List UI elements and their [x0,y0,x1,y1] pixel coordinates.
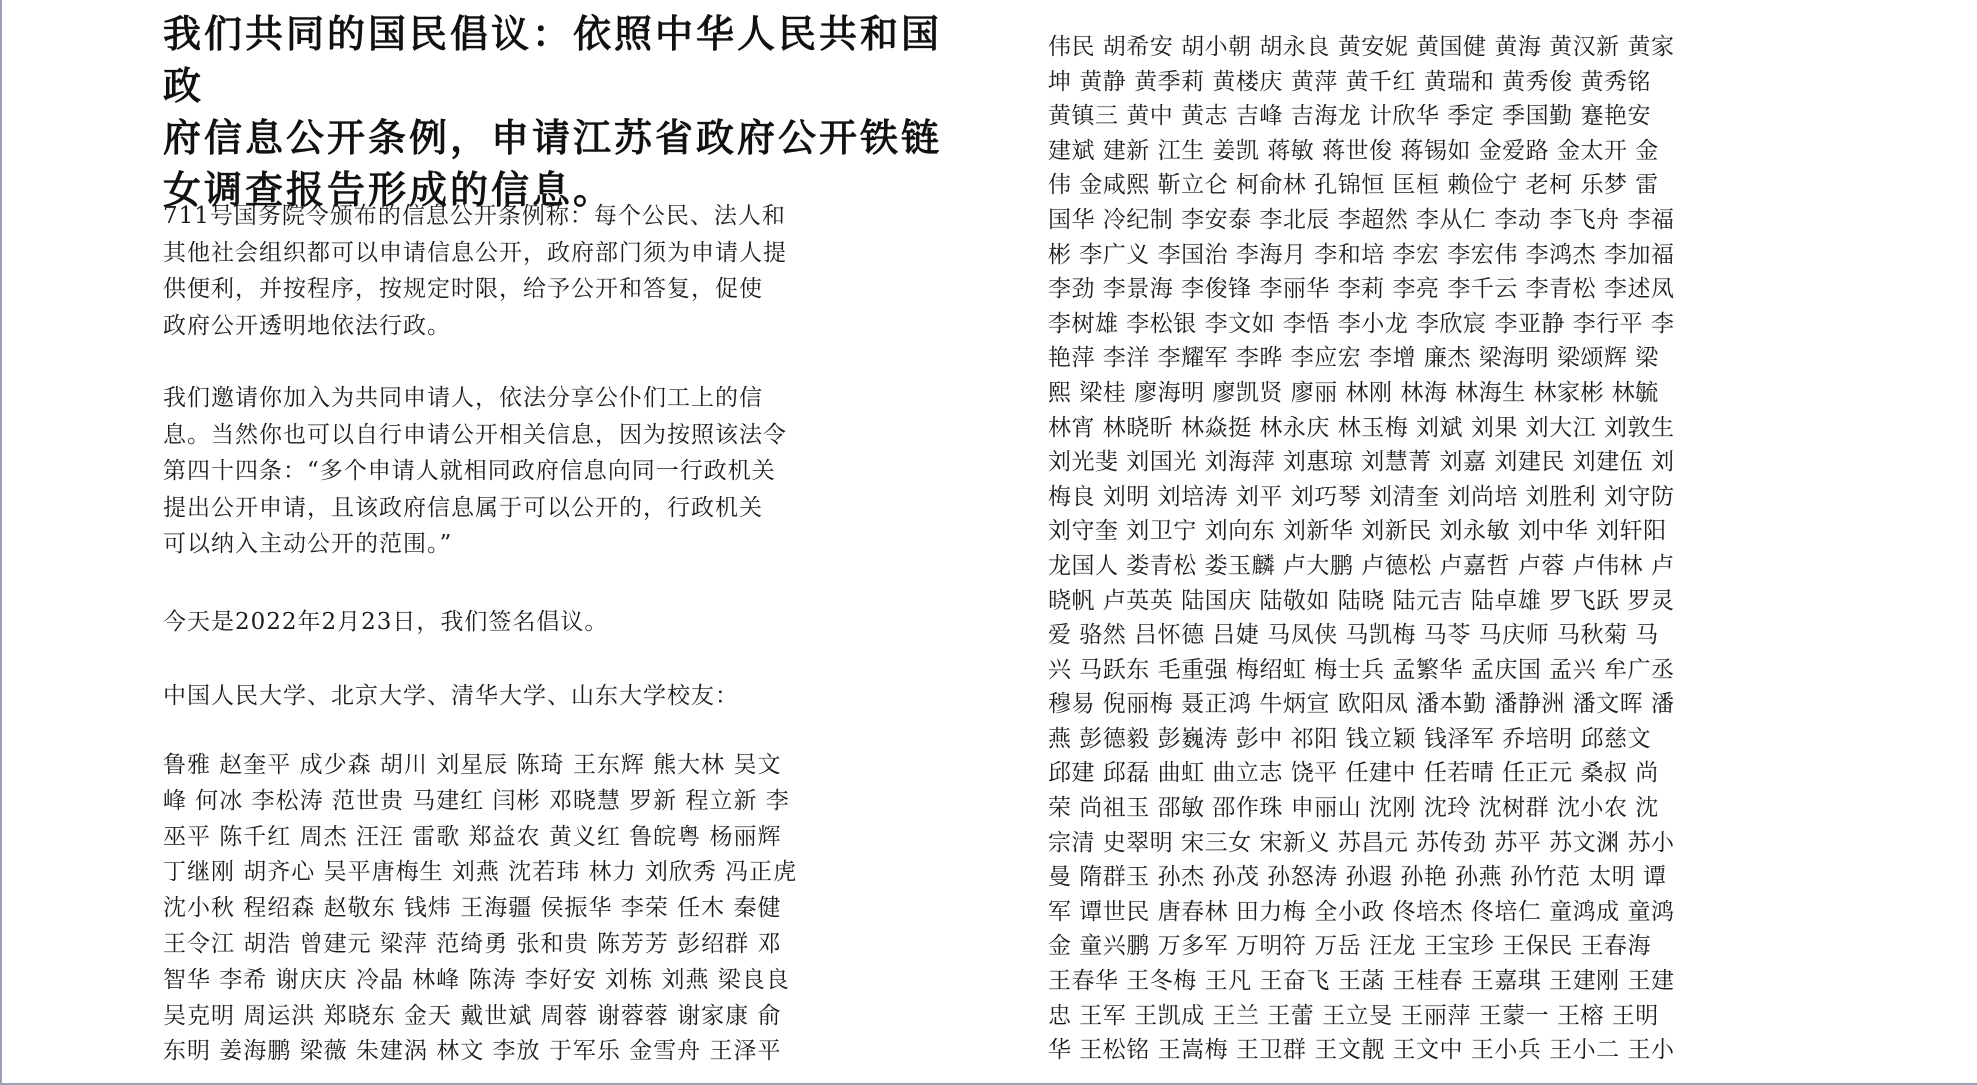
date-line: 今天是2022年2月23日，我们签名倡议。 [163,609,609,635]
signatory-line: 忠 王军 王凯成 王兰 王蕾 王立旻 王丽萍 王蒙一 王榕 王明 [1048,1002,1659,1029]
signatory-line: 晓帆 卢英英 陆国庆 陆敬如 陆晓 陆元吉 陆卓雄 罗飞跃 罗灵 [1048,587,1675,614]
paragraph-line: 711号国务院令颁布的信息公开条例称：每个公民、法人和 [163,203,786,229]
signatory-line: 吴克明 周运洪 郑晓东 金天 戴世斌 周蓉 谢蓉蓉 谢家康 俞 [163,1002,782,1029]
signatory-line: 刘光斐 刘国光 刘海萍 刘惠琼 刘慧菁 刘嘉 刘建民 刘建伍 刘 [1048,449,1675,476]
signatory-line: 军 谭世民 唐春林 田力梅 全小政 佟培杰 佟培仁 童鸿成 童鸿 [1048,898,1675,925]
paragraph-line: 供便利，并按程序，按规定时限，给予公开和答复，促使 [163,276,763,302]
signatory-line: 宗清 史翠明 宋三女 宋新义 苏昌元 苏传劲 苏平 苏文渊 苏小 [1048,829,1675,856]
title-line: 女调查报告形成的信息。 [163,167,615,212]
signatory-line: 王令江 胡浩 曾建元 梁萍 范绮勇 张和贵 陈芳芳 彭绍群 邓 [163,930,782,957]
paragraph-line: 可以纳入主动公开的范围。” [163,531,453,557]
signatory-line: 黄镇三 黄中 黄志 吉峰 吉海龙 计欣华 季定 季国勤 蹇艳安 [1048,103,1651,130]
signatory-line: 坤 黄静 黄季莉 黄楼庆 黄萍 黄千红 黄瑞和 黄秀俊 黄秀铭 [1048,68,1651,95]
signatory-line: 荣 尚祖玉 邵敏 邵作珠 申丽山 沈刚 沈玲 沈树群 沈小农 沈 [1048,795,1659,822]
signatory-line: 东明 姜海鹏 梁薇 朱建涡 林文 李放 于军乐 金雪舟 王泽平 [163,1038,782,1065]
signatory-line: 燕 彭德毅 彭巍涛 彭中 祁阳 钱立颖 钱泽军 乔培明 邱慈文 [1048,725,1651,752]
paragraph-line: 其他社会组织都可以申请信息公开，政府部门须为申请人提 [163,239,787,266]
signatory-line: 李劲 李景海 李俊锋 李丽华 李莉 李亮 李千云 李青松 李述凤 [1048,276,1675,303]
signatory-line: 龙国人 娄青松 娄玉麟 卢大鹏 卢德松 卢嘉哲 卢蓉 卢伟林 卢 [1048,552,1675,579]
signatory-line: 彬 李广义 李国治 李海月 李和培 李宏 李宏伟 李鸿杰 李加福 [1048,241,1675,268]
signatory-line: 邱建 邱磊 曲虹 曲立志 饶平 任建中 任若晴 任正元 桑叔 尚 [1048,760,1659,787]
signatory-list-left [163,748,953,1070]
signatory-line: 刘守奎 刘卫宁 刘向东 刘新华 刘新民 刘永敏 刘中华 刘轩阳 [1048,518,1667,545]
paragraph-line: 政府公开透明地依法行政。 [163,312,451,339]
signatory-line: 兴 马跃东 毛重强 梅绍虹 梅士兵 孟繁华 孟庆国 孟兴 牟广丞 [1048,656,1675,683]
title-line: 府信息公开条例，申请江苏省政府公开铁链 [163,115,943,160]
title-line: 我们共同的国民倡议：依照中华人民共和国政 [163,11,943,108]
signatory-line: 智华 李希 谢庆庆 冷晶 林峰 陈涛 李好安 刘栋 刘燕 梁良良 [163,966,790,993]
signatory-line: 伟民 胡希安 胡小朝 胡永良 黄安妮 黄国健 黄海 黄汉新 黄家 [1048,34,1675,60]
signatory-line: 鲁雅 赵奎平 成少森 胡川 刘星辰 陈琦 王东辉 熊大林 吴文 [163,752,782,778]
left-column [163,8,953,1065]
signatory-line: 华 王松铭 王嵩梅 王卫群 王文靓 王文中 王小兵 王小二 王小 [1048,1037,1675,1064]
invitation-paragraph [163,380,953,563]
paragraph-line: 提出公开申请，且该政府信息属于可以公开的，行政机关 [163,494,763,521]
signatory-line: 李树雄 李松银 李文如 李悟 李小龙 李欣宸 李亚静 李行平 李 [1048,310,1675,337]
document-title [163,8,953,216]
signatory-line: 曼 隋群玉 孙杰 孙茂 孙怒涛 孙遐 孙艳 孙燕 孙竹范 太明 谭 [1048,864,1667,891]
alumni-line: 中国人民大学、北京大学、清华大学、山东大学校友： [163,683,739,709]
signatory-line: 丁继刚 胡齐心 吴平唐梅生 刘燕 沈若玮 林力 刘欣秀 冯正虎 [163,859,798,886]
signatory-line: 峰 何冰 李松涛 范世贵 马建红 闫彬 邓晓慧 罗新 程立新 李 [163,787,790,814]
signatory-line: 沈小秋 程绍森 赵敬东 钱炜 王海疆 侯振华 李荣 任木 秦健 [163,895,782,922]
paragraph-line: 我们邀请你加入为共同申请人，依法分享公仆们工上的信 [163,385,763,411]
signatory-line: 艳萍 李洋 李耀军 李晔 李应宏 李增 廉杰 梁海明 梁颂辉 梁 [1048,345,1659,372]
paragraph-line: 第四十四条：“多个申请人就相同政府信息向同一行政机关 [163,458,776,484]
signatory-line: 爱 骆然 吕怀德 吕婕 马凤侠 马凯梅 马苓 马庆师 马秋菊 马 [1048,622,1659,649]
signatory-line: 国华 冷纪制 李安泰 李北辰 李超然 李从仁 李动 李飞舟 李福 [1048,206,1675,233]
signatory-line: 建斌 建新 江生 姜凯 蒋敏 蒋世俊 蒋锡如 金爱路 金太开 金 [1048,137,1659,164]
signatory-line: 熙 梁桂 廖海明 廖凯贤 廖丽 林刚 林海 林海生 林家彬 林毓 [1048,379,1659,406]
signatory-line: 巫平 陈千红 周杰 汪汪 雷歌 郑益农 黄义红 鲁皖粤 杨丽辉 [163,823,782,850]
signatory-line: 穆易 倪丽梅 聂正鸿 牛炳宣 欧阳凤 潘本勤 潘静洲 潘文晖 潘 [1048,691,1675,718]
signatory-line: 王春华 王冬梅 王凡 王奋飞 王菡 王桂春 王嘉琪 王建刚 王建 [1048,968,1675,995]
signatory-line: 金 童兴鹏 万多军 万明符 万岳 汪龙 王宝珍 王保民 王春海 [1048,933,1651,960]
left-border [0,0,2,1085]
signatory-line: 梅良 刘明 刘培涛 刘平 刘巧琴 刘清奎 刘尚培 刘胜利 刘守防 [1048,483,1675,510]
signatory-line: 伟 金咸熙 靳立仑 柯俞林 孔锦恒 匡桓 赖俭宁 老柯 乐梦 雷 [1048,172,1659,199]
paragraph-line: 息。当然你也可以自行申请公开相关信息，因为按照该法令 [163,421,787,448]
signatory-list-right [1048,30,1828,1068]
regulation-paragraph [163,198,953,344]
signatory-line: 林宵 林晓昕 林焱挺 林永庆 林玉梅 刘斌 刘果 刘大江 刘敦生 [1048,414,1675,441]
